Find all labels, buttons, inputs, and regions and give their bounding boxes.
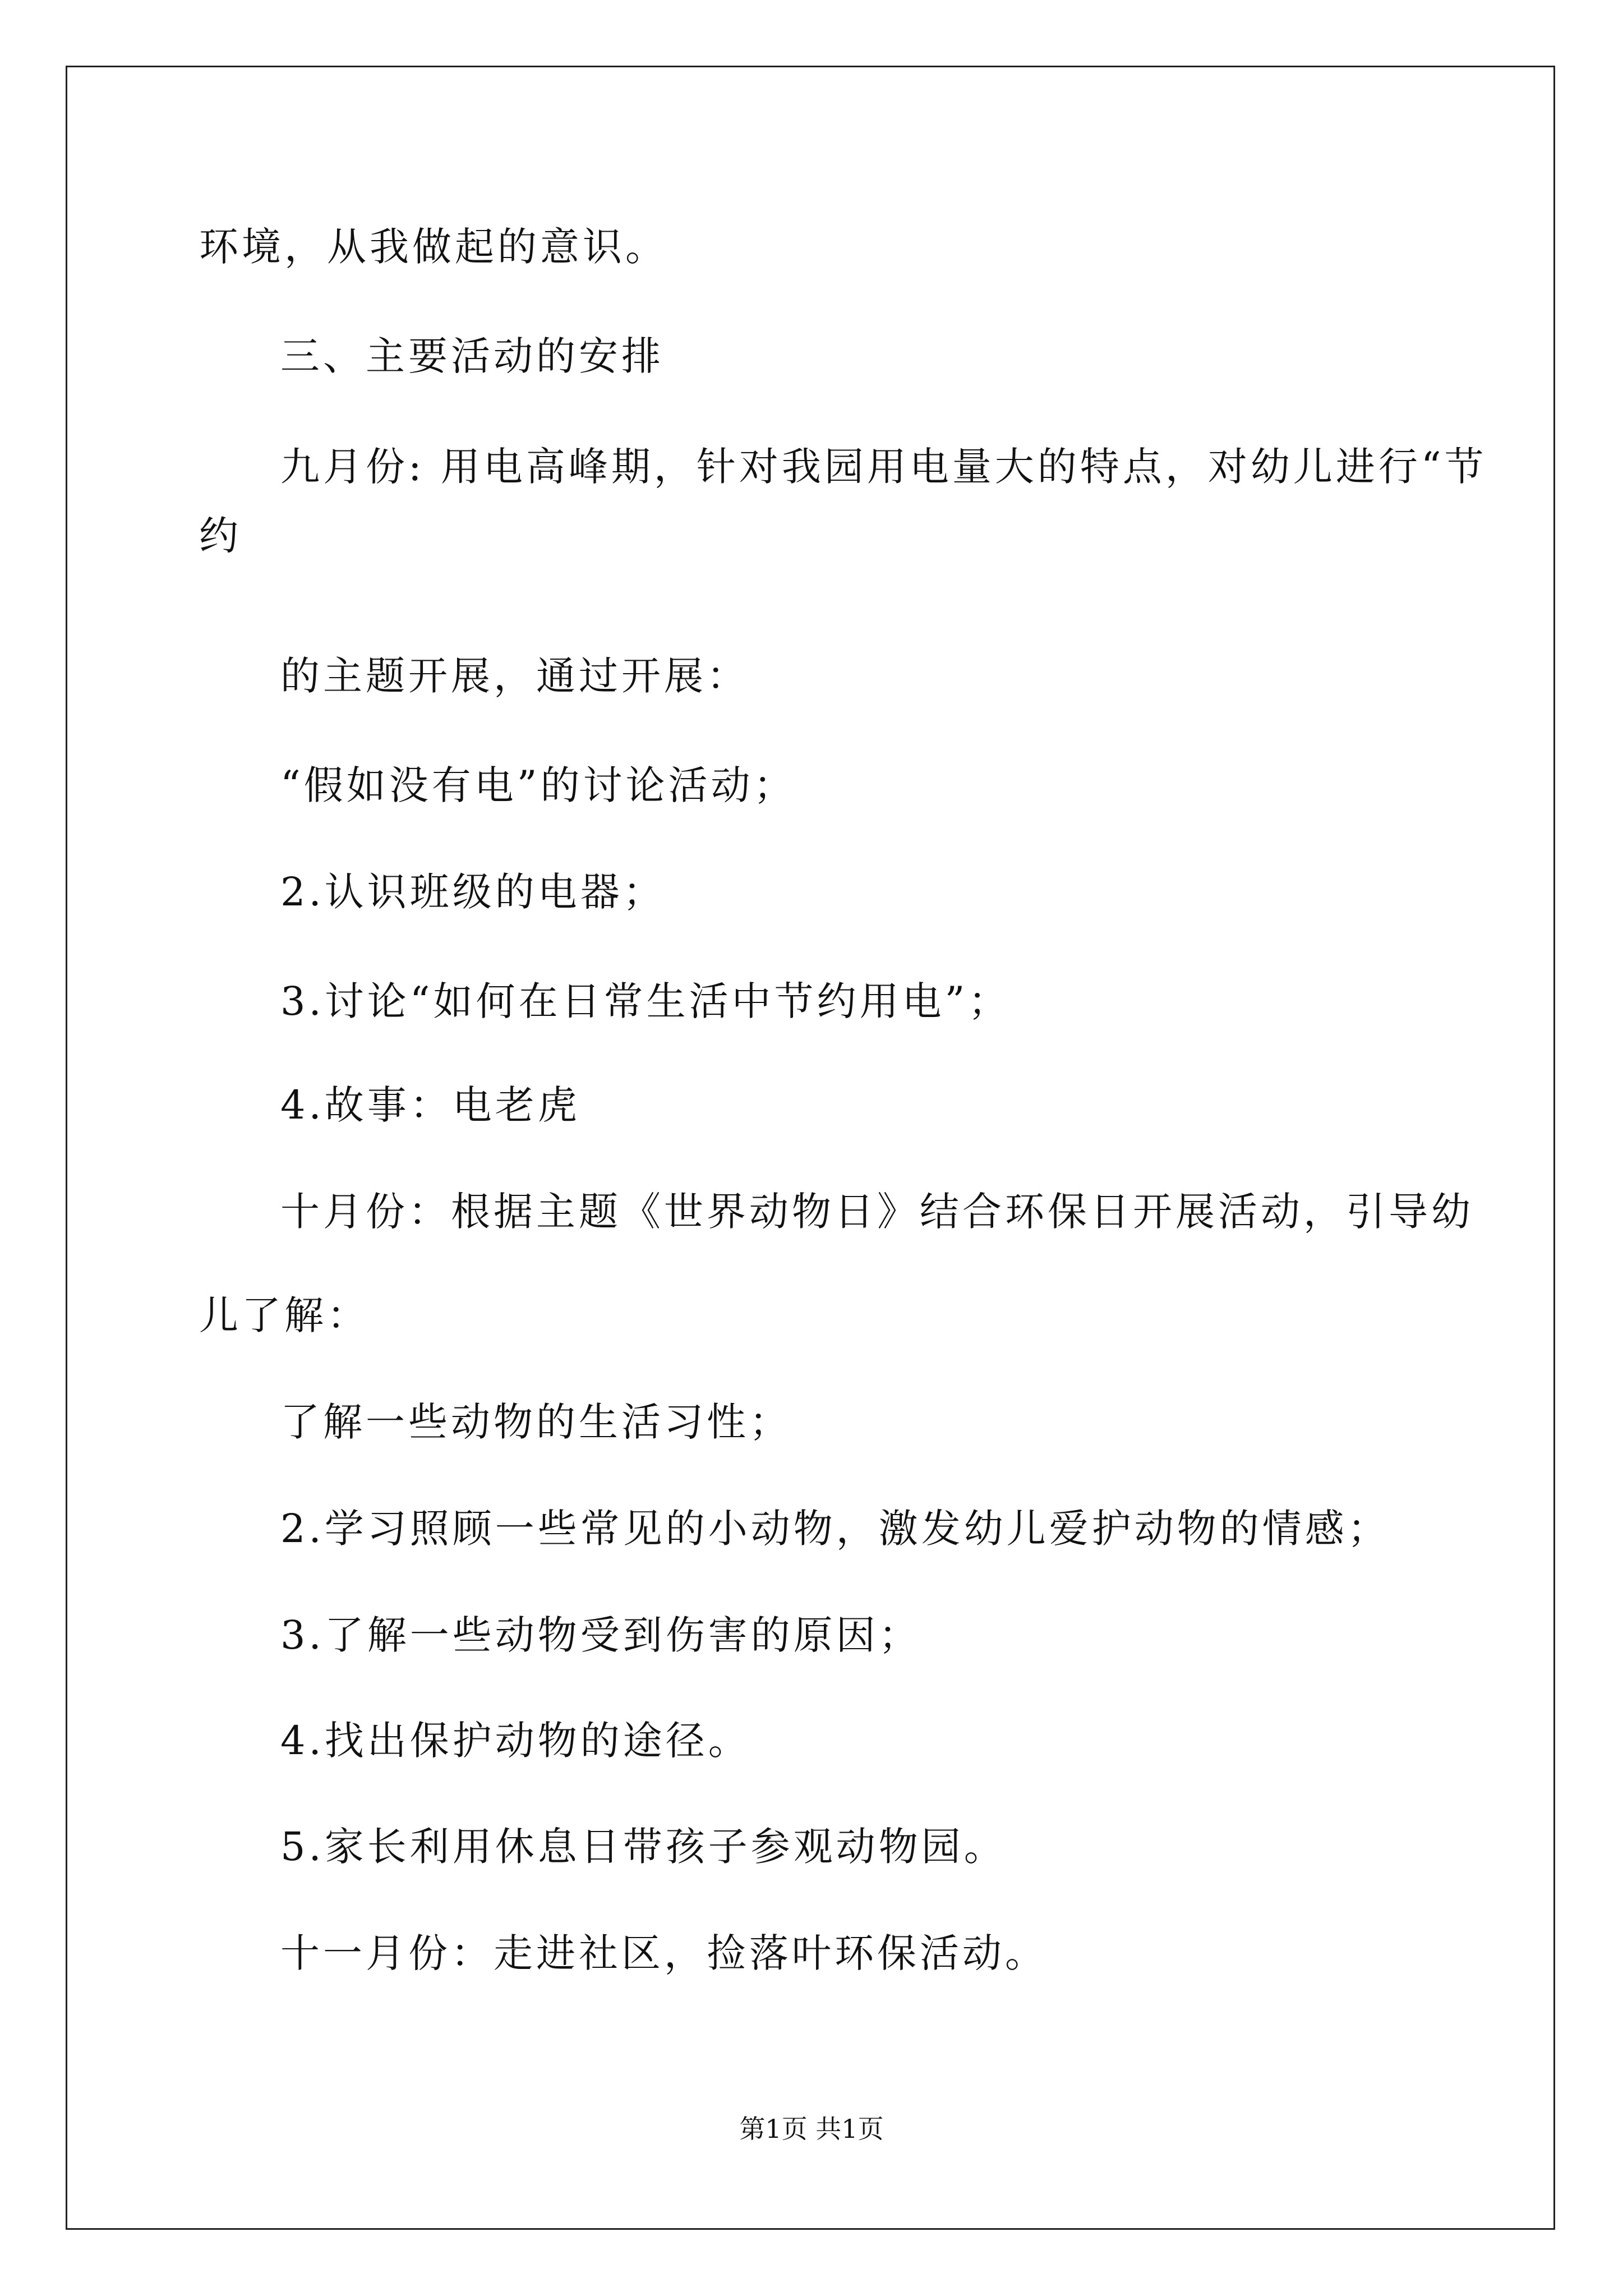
text-line-1: 环境，从我做起的意识。 <box>199 224 668 270</box>
text-line-7: 2.认识班级的电器； <box>280 869 666 915</box>
text-line-8: 3.讨论“如何在日常生活中节约用电”； <box>280 978 1011 1024</box>
text-line-10: 十月份：根据主题《世界动物日》结合环保日开展活动，引导幼 <box>280 1189 1474 1235</box>
text-line-15: 4.找出保护动物的途径。 <box>280 1718 751 1764</box>
section-heading: 三、主要活动的安排 <box>280 333 664 379</box>
text-line-13: 2.学习照顾一些常见的小动物，激发幼儿爱护动物的情感； <box>280 1506 1390 1552</box>
page-footer: 第1页 共1页 <box>739 2114 884 2144</box>
page-border <box>66 66 1555 2230</box>
text-line-9: 4.故事：电老虎 <box>280 1082 580 1128</box>
text-line-17: 十一月份：走进社区，捡落叶环保活动。 <box>280 1930 1048 1976</box>
text-line-5: 的主题开展，通过开展： <box>280 653 749 699</box>
text-line-6: “假如没有电”的讨论活动； <box>280 762 796 808</box>
text-line-3: 九月份: 用电高峰期，针对我园用电量大的特点，对幼儿进行“节 <box>280 444 1487 490</box>
text-line-12: 了解一些动物的生活习性； <box>280 1399 792 1445</box>
text-line-14: 3.了解一些动物受到伤害的原因； <box>280 1612 921 1658</box>
text-line-11: 儿了解： <box>199 1292 370 1338</box>
text-line-16: 5.家长利用休息日带孩子参观动物园。 <box>280 1824 1007 1870</box>
text-line-4: 约 <box>199 513 242 559</box>
